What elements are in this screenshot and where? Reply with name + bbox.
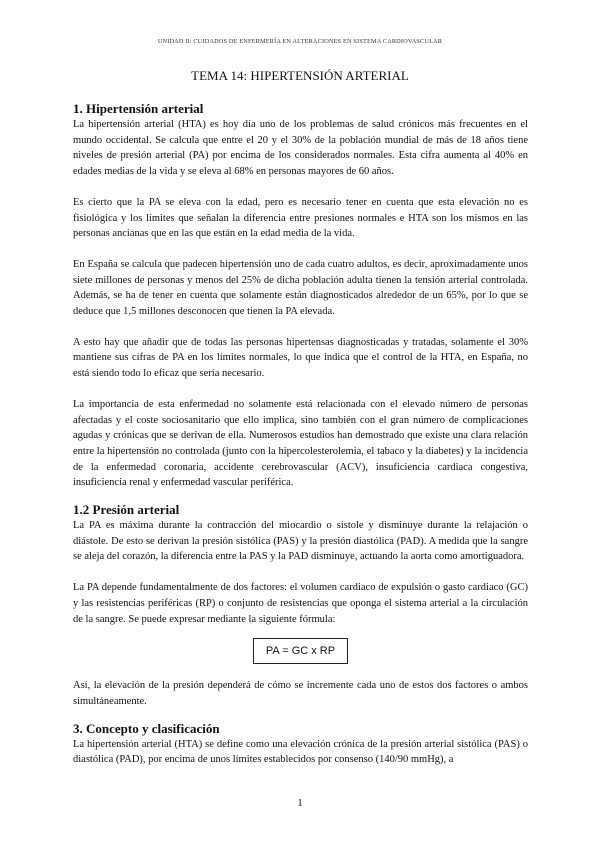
formula-container [73,638,528,664]
section-heading-presion: 1.2 Presión arterial [73,502,180,518]
paragraph: En España se calcula que padecen hipertensión uno de cada cuatro adultos, es decir, aproximadamente unos siete millones de personas y menos del 25% de dicha población adulta tienen la tensión arterial controlada. Además, se ha de tener en cuenta que solamente están diagnosticados alrededor de un 65%, por lo que se deduce que 1,5 millones desconocen que tienen la PA elevada. [73,258,528,318]
formula-box: PA = GC x RP [253,638,348,664]
paragraph: A esto hay que añadir que de todas las personas hipertensas diagnosticadas y tratadas, solamente el 30% mantiene sus cifras de PA en los límites normales, lo que indica que el control de la HTA, en España, no está siendo todo lo eficaz que sería necesario. [73,336,528,380]
page-number: 1 [297,797,303,809]
section-heading-concepto: 3. Concepto y clasificación [73,720,220,736]
paragraph: Así, la elevación de la presión dependerá de cómo se incremente cada uno de estos dos factores o ambos simultáneamente. [73,680,528,707]
paragraph: La hipertensión arterial (HTA) se define como una elevación crónica de la presión arterial sistólica (PAS) o diastólica (PAD), por encima de unos límites establecidos por consenso (140/90 mmHg), a [73,738,528,766]
paragraph: La PA es máxima durante la contracción del miocardio o sístole y disminuye durante la relajación o diástole. De esto se derivan la presión sistólica (PAS) y la presión diastólica (PAD). A medida que la sangre se aleja del corazón, la diferencia entre la PAS y la PAD disminuye, actuando la aorta como amortiguadora. [73,520,528,563]
paragraph: La importancia de esta enfermedad no solamente está relacionada con el elevado número de personas afectadas y el coste sociosanitario que ello implica, sino también con el gran número de complicaciones agudas y crónicas que se derivan de ella. Numerosos estudios han demostrado que existe una clara relación entre la hipertensión no controlada (junto con la hipercolesterolemia, el tabaco y la diabetes) y la incidencia de la enfermedad coronaria, accidente cerebrovascular (ACV), insuficiencia cardiaca congestiva, insuficiencia renal y enfermedad vascular periférica. [73,398,528,489]
paragraph: La PA depende fundamentalmente de dos factores: el volumen cardiaco de expulsión o gasto cardiaco (GC) y las resistencias periféricas (RP) o conjunto de resistencias que oponga el sistema arterial a la circulación de la sangre. Se puede expresar mediante la siguiente fórmula: [73,582,528,625]
running-header: UNIDAD II: CUIDADOS DE ENFERMERÍA EN ALTERACIONES EN SISTEMA CARDIOVASCULAR [157,38,443,45]
document-body [73,101,528,768]
document-title: TEMA 14: HIPERTENSIÓN ARTERIAL [191,68,409,83]
paragraph: La hipertensión arterial (HTA) es hoy día uno de los problemas de salud crónicos más frecuentes en el mundo occidental. Se calcula que entre el 20 y el 30% de la población mundial de más de 18 años tiene niveles de presión arterial (PA) por encima de los considerados normales. Esta cifra aumenta al 40% en edades medias de la vida y se eleva al 68% en personas mayores de 60 años. [73,119,528,178]
section-heading-hipertension: 1. Hipertensión arterial [73,101,204,116]
paragraph: Es cierto que la PA se eleva con la edad, pero es necesario tener en cuenta que esta elevación no es fisiológica y los límites que señalan la diferencia entre presiones normales e HTA son los mismos en las personas ancianas que en las que están en la edad media de la vida. [73,196,528,240]
